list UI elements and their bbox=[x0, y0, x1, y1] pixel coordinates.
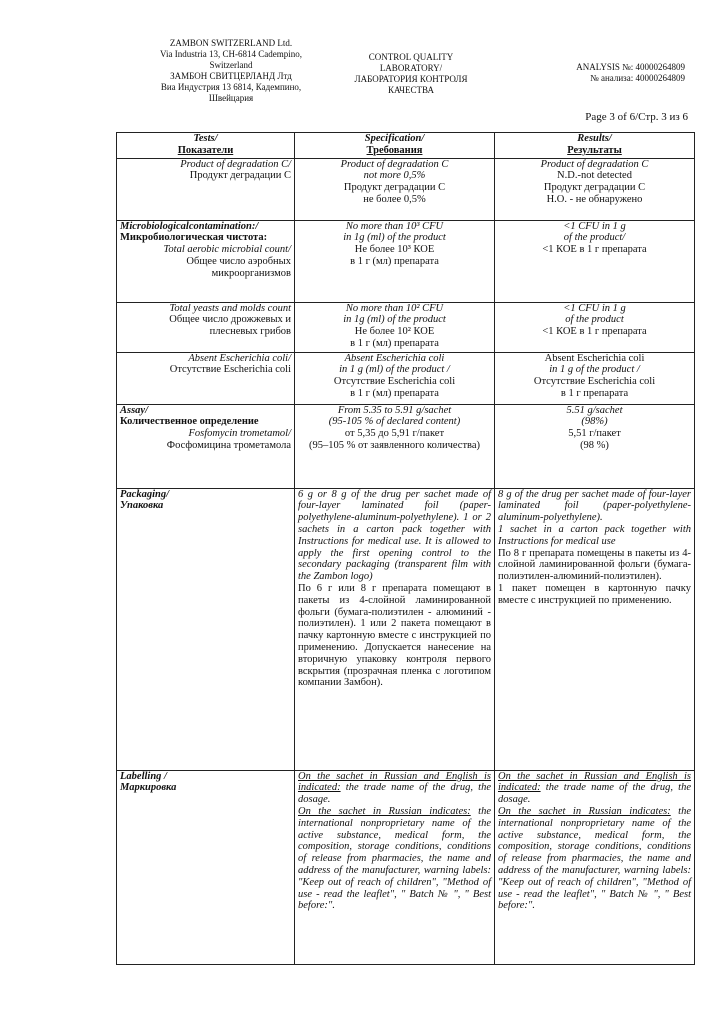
section-title-ru: Упаковка bbox=[120, 500, 164, 512]
table-row bbox=[117, 404, 695, 488]
result-en: N.D.-not detected bbox=[557, 170, 632, 182]
label-text: the international nonproprietary name of the active substance, medical form, the composition, storage conditions, conditions of release from pharmacies, the name and address of the manufacturer, warning labels: "Keep out of reach of children", "Method of use - read the leaflet", " Batch № ", " Best before:". bbox=[298, 805, 492, 912]
result-ru: <1 КОЕ в 1 г препарата bbox=[542, 244, 647, 256]
result-ru: 5,51 г/пакет bbox=[568, 428, 621, 440]
table-row bbox=[117, 770, 695, 964]
result-en: <1 CFU in 1 g bbox=[563, 220, 626, 232]
spec-cell bbox=[295, 352, 495, 404]
test-cell bbox=[117, 352, 295, 404]
result-ru: По 8 г препарата помещены в пакеты из 4-слойной ламинированной фольги (бумага-полиэтилен-алюминий-полиэтилен). bbox=[498, 547, 691, 583]
header-tests bbox=[117, 133, 295, 159]
page-number: Page 3 of 6/Стр. 3 из 6 bbox=[585, 111, 688, 123]
table-header-row bbox=[117, 133, 695, 159]
spec-en: From 5.35 to 5.91 g/sachet bbox=[337, 404, 452, 416]
header-results-ru: Результаты bbox=[567, 144, 622, 156]
company-name-en: ZAMBON SWITZERLAND Ltd. bbox=[169, 38, 293, 48]
result-cell bbox=[495, 220, 695, 302]
spec-cell bbox=[295, 302, 495, 352]
result-ru: Н.О. - не обнаружено bbox=[546, 193, 643, 205]
header-tests-ru: Показатели bbox=[177, 144, 234, 156]
result-ru: в 1 г препарата bbox=[560, 387, 629, 399]
result-en: <1 CFU in 1 g bbox=[563, 302, 626, 314]
label-heading: On the sachet in Russian indicates: bbox=[498, 805, 671, 817]
test-en: Absent Escherichia coli/ bbox=[188, 352, 291, 364]
spec-en: No more than 10³ CFU bbox=[345, 220, 444, 232]
result-cell bbox=[495, 302, 695, 352]
section-title-en: Labelling / bbox=[120, 770, 167, 782]
header-spec-en: Specification/ bbox=[364, 133, 425, 144]
label-heading: On the sachet in Russian and English is indicated: bbox=[298, 770, 491, 794]
results-table bbox=[116, 132, 695, 965]
test-en: Product of degradation C/ bbox=[180, 158, 291, 170]
result-cell bbox=[495, 352, 695, 404]
test-ru: Общее число аэробных микроорганизмов bbox=[186, 255, 291, 279]
test-en: Total aerobic microbial count/ bbox=[163, 244, 291, 256]
test-cell bbox=[117, 770, 295, 964]
spec-ru: в 1 г (мл) препарата bbox=[350, 387, 439, 399]
header-tests-en: Tests/ bbox=[193, 133, 218, 144]
spec-en: in 1g (ml) of the product bbox=[343, 232, 446, 244]
spec-ru: Не более 10³ КОЕ bbox=[354, 244, 435, 256]
test-en: Total yeasts and molds count bbox=[169, 302, 291, 314]
header-spec-ru: Требования bbox=[366, 144, 423, 156]
company-country-ru: Швейцария bbox=[208, 93, 254, 103]
lab-line: ЛАБОРАТОРИЯ КОНТРОЛЯ bbox=[354, 74, 468, 84]
spec-en: in 1 g (ml) of the product / bbox=[339, 364, 450, 376]
result-ru: Отсутствие Escherichia coli bbox=[533, 376, 656, 388]
table-row bbox=[117, 158, 695, 220]
header-results bbox=[495, 133, 695, 159]
spec-cell bbox=[295, 488, 495, 770]
label-heading: On the sachet in Russian indicates: bbox=[298, 805, 471, 817]
spec-en: Product of degradation C bbox=[340, 158, 449, 170]
result-cell bbox=[495, 488, 695, 770]
spec-cell bbox=[295, 158, 495, 220]
test-ru: Общее число дрожжевых и плесневых грибов bbox=[169, 314, 291, 338]
test-en: Fosfomycin trometamol/ bbox=[188, 428, 291, 440]
spec-en: in 1g (ml) of the product bbox=[343, 314, 446, 326]
result-en: (98%) bbox=[581, 416, 608, 428]
spec-ru: Не более 10² КОЕ bbox=[354, 326, 435, 338]
test-ru: Отсутствие Escherichia coli bbox=[169, 364, 291, 376]
company-name-ru: ЗАМБОН СВИТЦЕРЛАНД Лтд bbox=[170, 71, 292, 81]
spec-en: Absent Escherichia coli bbox=[344, 352, 445, 364]
spec-cell bbox=[295, 770, 495, 964]
result-en: of the product bbox=[565, 314, 624, 326]
lab-line: LABORATORY/ bbox=[379, 63, 443, 73]
table-row bbox=[117, 302, 695, 352]
result-cell bbox=[495, 404, 695, 488]
result-en: in 1 g of the product / bbox=[549, 364, 640, 376]
company-street-ru: Виа Индустрия 13 6814, Кадемпино, bbox=[160, 82, 302, 92]
label-heading: On the sachet in Russian and English is indicated: bbox=[498, 770, 691, 794]
result-ru: (98 %) bbox=[580, 439, 609, 451]
section-title-en: Packaging/ bbox=[120, 488, 169, 500]
result-en: Product of degradation C bbox=[540, 158, 649, 170]
spec-en: No more than 10² CFU bbox=[345, 302, 444, 314]
spec-ru: (95–105 % от заявленного количества) bbox=[308, 439, 481, 451]
result-ru: Продукт деградации С bbox=[543, 182, 646, 194]
section-title-en: Microbiologicalcontamination:/ bbox=[120, 220, 259, 232]
lab-line: CONTROL QUALITY bbox=[368, 52, 454, 62]
result-cell bbox=[495, 770, 695, 964]
analysis-number-ru: № анализа: 40000264809 bbox=[590, 73, 685, 83]
test-ru: Продукт деградации С bbox=[189, 170, 291, 182]
section-title-en: Assay/ bbox=[120, 404, 149, 416]
test-cell bbox=[117, 404, 295, 488]
result-ru: <1 КОЕ в 1 г препарата bbox=[542, 326, 647, 338]
spec-en: 6 g or 8 g of the drug per sachet made of four-layer laminated foil (paper-polyethylene-aluminum-polyethylene). 1 or 2 sachets in a carton pack together with Instructions for medical use. It is allowed to apply the first opening control to the secondary packaging (transparent film with the Zambon logo) bbox=[298, 488, 491, 583]
label-text: the trade name of the drug, the dosage. bbox=[298, 782, 491, 806]
result-en: 5.51 g/sachet bbox=[566, 404, 623, 416]
spec-ru: от 5,35 до 5,91 г/пакет bbox=[344, 428, 445, 440]
spec-cell bbox=[295, 404, 495, 488]
section-title-ru: Микробиологическая чистота: bbox=[120, 232, 268, 244]
spec-ru: в 1 г (мл) препарата bbox=[350, 255, 439, 267]
result-en: Absent Escherichia coli bbox=[544, 352, 645, 364]
header-results-en: Results/ bbox=[577, 133, 612, 144]
spec-ru: Отсутствие Escherichia coli bbox=[333, 376, 456, 388]
lab-name bbox=[336, 52, 486, 96]
table-row bbox=[117, 220, 695, 302]
company-street-en: Via Industria 13, CH-6814 Cadempino, bbox=[160, 49, 302, 59]
table-row bbox=[117, 352, 695, 404]
result-en: of the product/ bbox=[563, 232, 626, 244]
label-text: the trade name of the drug, the dosage. bbox=[498, 782, 691, 806]
analysis-number bbox=[520, 62, 685, 84]
company-country-en: Switzerland bbox=[209, 60, 253, 70]
result-cell bbox=[495, 158, 695, 220]
section-title-ru: Маркировка bbox=[120, 782, 177, 794]
result-en: 8 g of the drug per sachet made of four-layer laminated foil (paper-polyethylene-aluminum-polyethylene). bbox=[498, 488, 691, 524]
analysis-number-en: ANALYSIS №: 40000264809 bbox=[576, 62, 685, 72]
spec-ru: По 6 г или 8 г препарата помещают в пакеты из 4-слойной ламинированной фольги (бумага-полиэтилен - алюминий - полиэтилен). 1 или 2 пакета помещают в пачку картонную вместе с инструкцией по применению. Допускается нанесение на вторичную упаковку контроля первого вскрытия (прозрачная пленка с логотипом компании Замбон). bbox=[298, 582, 491, 689]
result-ru: 1 пакет помещен в картонную пачку вместе с инструкцией по применению. bbox=[498, 582, 691, 606]
test-cell bbox=[117, 220, 295, 302]
spec-cell bbox=[295, 220, 495, 302]
label-text: the international nonproprietary name of the active substance, medical form, the composition, storage conditions, conditions of release from pharmacies, the name and address of the manufacturer, warning labels: "Keep out of reach of children", "Method of use - read the leaflet", " Batch № ", " Best before:". bbox=[498, 805, 692, 912]
header-specification bbox=[295, 133, 495, 159]
spec-ru: не более 0,5% bbox=[363, 193, 426, 205]
spec-en: (95-105 % of declared content) bbox=[328, 416, 461, 428]
table-row bbox=[117, 488, 695, 770]
test-ru: Фосфомицина трометамола bbox=[166, 439, 291, 451]
spec-ru: Продукт деградации С bbox=[343, 182, 446, 194]
section-title-ru: Количественное определение bbox=[120, 416, 259, 428]
test-cell bbox=[117, 158, 295, 220]
spec-en: not more 0,5% bbox=[363, 170, 426, 182]
spec-ru: в 1 г (мл) препарата bbox=[350, 337, 439, 349]
lab-line: КАЧЕСТВА bbox=[388, 85, 434, 95]
test-cell bbox=[117, 488, 295, 770]
test-cell bbox=[117, 302, 295, 352]
company-address bbox=[136, 38, 326, 104]
result-en: 1 sachet in a carton pack together with Instructions for medical use bbox=[498, 523, 691, 547]
